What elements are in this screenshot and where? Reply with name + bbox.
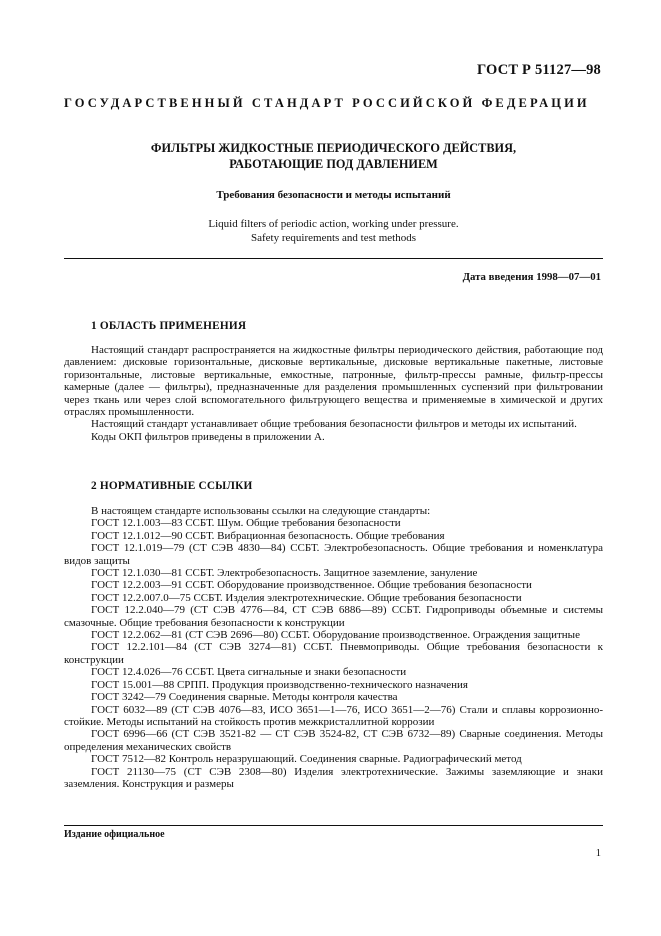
- reference-item: ГОСТ 12.2.040—79 (СТ СЭВ 4776—84, СТ СЭВ 6886—89) ССБТ. Гидроприводы объемные и системы смазочные. Общие требования безопасности к конструкции: [64, 604, 603, 629]
- reference-item: ГОСТ 12.1.019—79 (СТ СЭВ 4830—84) ССБТ. Электробезопасность. Общие требования и номенклатура видов защиты: [64, 542, 603, 567]
- section-1-paragraph: Настоящий стандарт устанавливает общие требования безопасности фильтров и методы их испытаний.: [91, 418, 577, 431]
- reference-item: ГОСТ 21130—75 (СТ СЭВ 2308—80) Изделия электротехнические. Зажимы заземляющие и знаки заземления. Конструкция и размеры: [64, 765, 603, 790]
- references-intro: В настоящем стандарте использованы ссылки на следующие стандарты:: [91, 505, 431, 517]
- reference-item: ГОСТ 15.001—88 СРПП. Продукция производственно-технического назначения: [91, 678, 468, 691]
- official-edition-label: Издание официальное: [64, 829, 165, 840]
- reference-item: ГОСТ 12.4.026—76 ССБТ. Цвета сигнальные и знаки безопасности: [91, 666, 407, 679]
- section-2-body: [64, 505, 603, 790]
- footer-divider: [64, 825, 603, 826]
- reference-item: ГОСТ 3242—79 Соединения сварные. Методы контроля качества: [91, 691, 398, 704]
- state-standard-header: ГОСУДАРСТВЕННЫЙ СТАНДАРТ РОССИЙСКОЙ ФЕДЕРАЦИИ: [64, 96, 590, 110]
- document-subtitle: Требования безопасности и методы испытаний: [216, 189, 451, 201]
- reference-item: ГОСТ 12.2.007.0—75 ССБТ. Изделия электротехнические. Общие требования безопасности: [91, 591, 522, 604]
- title-line-1: ФИЛЬТРЫ ЖИДКОСТНЫЕ ПЕРИОДИЧЕСКОГО ДЕЙСТВИЯ,: [150, 141, 517, 155]
- introduction-date: Дата введения 1998—07—01: [462, 271, 601, 283]
- section-2-title: 2 НОРМАТИВНЫЕ ССЫЛКИ: [91, 480, 253, 492]
- reference-item: ГОСТ 12.2.062—81 (СТ СЭВ 2696—80) ССБТ. Оборудование производственное. Ограждения защитные: [91, 629, 580, 642]
- header-divider: [64, 258, 603, 259]
- reference-item: ГОСТ 6996—66 (СТ СЭВ 3521-82 — СТ СЭВ 3524-82, СТ СЭВ 6732—89) Сварные соединения. Методы определения механических свойств: [64, 728, 603, 753]
- english-title: [64, 218, 603, 245]
- section-1-title: 1 ОБЛАСТЬ ПРИМЕНЕНИЯ: [91, 320, 247, 332]
- english-title-line-2: Safety requirements and test methods: [251, 231, 416, 244]
- reference-item: ГОСТ 12.2.003—91 ССБТ. Оборудование производственное. Общие требования безопасности: [91, 579, 532, 592]
- english-title-line-1: Liquid filters of periodic action, working under pressure.: [208, 218, 459, 230]
- reference-item: ГОСТ 12.2.101—84 (СТ СЭВ 3274—81) ССБТ. Пневмоприводы. Общие требования безопасности к конструкции: [64, 641, 603, 666]
- document-number: ГОСТ Р 51127—98: [476, 62, 601, 78]
- title-block: [64, 140, 603, 245]
- title-line-2: РАБОТАЮЩИЕ ПОД ДАВЛЕНИЕМ: [229, 157, 438, 171]
- section-1-paragraph: Настоящий стандарт распространяется на жидкостные фильтры периодического действия, работающие под давлением: дисковые горизонтальные, дисковые вертикальные, дисковые вертикальные пакетные, листовые горизонтальные, листовые вертикальные, емкостные, патронные, фильтр-прессы рамные, фильтр-прессы камерные (далее — фильтры), предназначенные для разделения промышленных суспензий при фильтровании через ткань или через слой вспомогательного фильтрующего вещества и применяемые в химической и других отраслях промышленности.: [64, 344, 603, 419]
- reference-item: ГОСТ 7512—82 Контроль неразрушающий. Соединения сварные. Радиографический метод: [91, 753, 522, 766]
- document-title: [64, 140, 603, 172]
- reference-item: ГОСТ 6032—89 (СТ СЭВ 4076—83, ИСО 3651—1—76, ИСО 3651—2—76) Стали и сплавы коррозионно-стойкие. Методы испытаний на стойкость против межкристаллитной коррозии: [64, 703, 603, 728]
- page-number: 1: [595, 848, 601, 859]
- reference-item: ГОСТ 12.1.030—81 ССБТ. Электробезопасность. Защитное заземление, зануление: [91, 567, 478, 580]
- reference-item: ГОСТ 12.1.003—83 ССБТ. Шум. Общие требования безопасности: [91, 517, 401, 530]
- reference-item: ГОСТ 12.1.012—90 ССБТ. Вибрационная безопасность. Общие требования: [91, 529, 445, 542]
- section-1-paragraph: Коды ОКП фильтров приведены в приложении А.: [91, 430, 325, 443]
- section-1-body: [64, 344, 603, 443]
